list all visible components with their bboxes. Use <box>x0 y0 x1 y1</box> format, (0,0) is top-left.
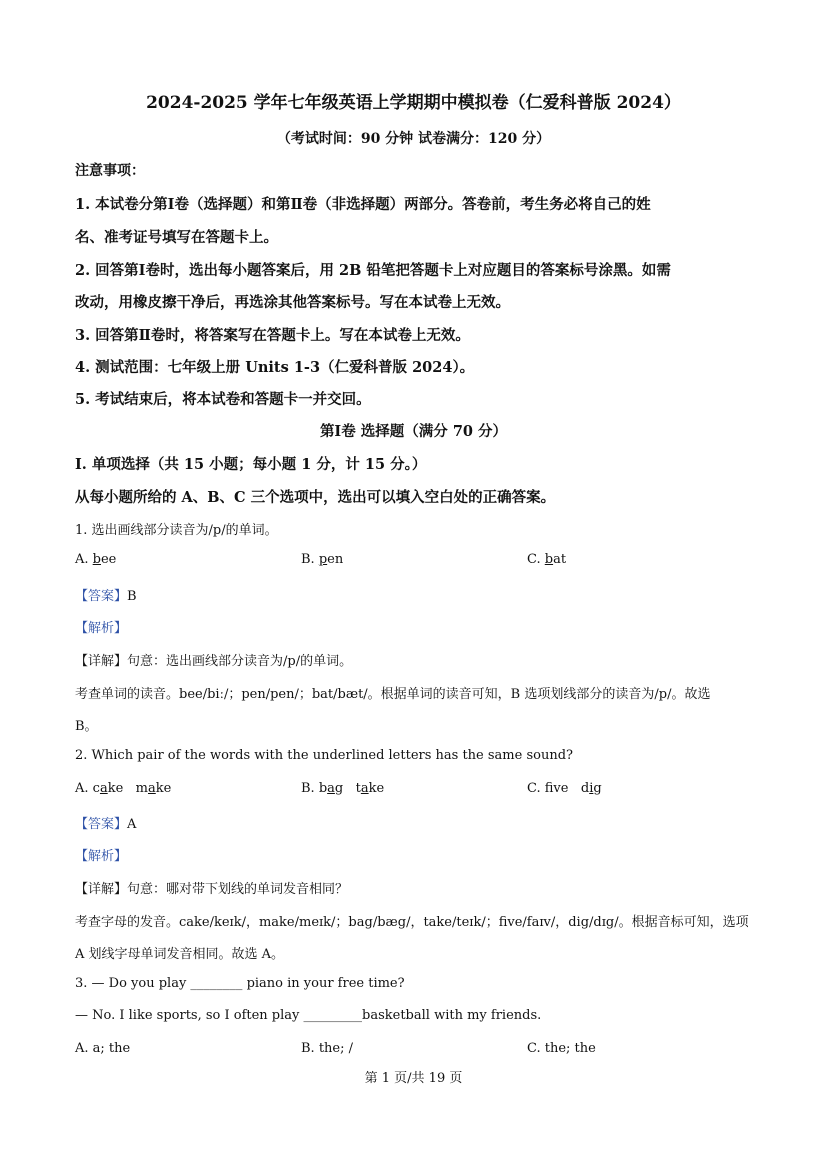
notice-item: 改动，用橡皮擦干净后，再选涂其他答案标号。写在本试卷上无效。 <box>75 294 510 311</box>
analysis-label: 【解析】 <box>75 621 128 636</box>
question-stem: 3. — Do you play ________ piano in your free time? <box>75 976 405 991</box>
notice-item: 名、准考证号填写在答题卡上。 <box>75 229 278 246</box>
option-b: B. pen <box>301 552 344 567</box>
option-a: A. bee <box>75 552 117 567</box>
part-title: I. 单项选择（共 15 小题；每小题 1 分，计 15 分。） <box>75 456 427 473</box>
explanation-line: 考查单词的读音。bee/biː/；pen/pen/；bat/bæt/。根据单词的读音可知，B 选项划线部分的读音为/p/。故选 <box>75 687 711 702</box>
option-b: B. the; / <box>301 1041 353 1056</box>
option-c: C. the; the <box>527 1041 596 1056</box>
notice-item: 3. 回答第Ⅱ卷时，将答案写在答题卡上。写在本试卷上无效。 <box>75 327 470 344</box>
section-title: 第Ⅰ卷 选择题（满分 70 分） <box>319 423 508 440</box>
detail-line: 【详解】句意：哪对带下划线的单词发音相同？ <box>75 882 349 897</box>
option-c: C. fve dig <box>527 781 602 796</box>
page-footer: 第 1 页/共 19 页 <box>364 1071 463 1086</box>
option-b: B. bag take <box>301 781 385 796</box>
exam-info: （考试时间：90 分钟 试卷满分：120 分） <box>276 131 551 147</box>
notice-heading: 注意事项： <box>75 163 145 179</box>
question-stem: 1. 选出画线部分读音为/p/的单词。 <box>75 523 278 538</box>
option-a: A. cake make <box>75 781 172 796</box>
explanation-line: A 划线字母单词发音相同。故选 A。 <box>75 947 285 962</box>
analysis-label: 【解析】 <box>75 849 128 864</box>
explanation-line: B。 <box>75 719 98 734</box>
part-instruction: 从每小题所给的 A、B、C 三个选项中，选出可以填入空白处的正确答案。 <box>75 489 556 506</box>
option-a: A. a; the <box>75 1041 131 1056</box>
question-stem-line2: — No. I like sports, so I often play _________basketball with my friends. <box>75 1008 542 1023</box>
notice-item: 2. 回答第Ⅰ卷时，选出每小题答案后，用 2B 铅笔把答题卡上对应题目的答案标号涂黑。如需 <box>75 262 671 279</box>
explanation-line: 考查字母的发音。cake/keɪk/，make/meɪk/；bag/bæg/，take/teɪk/；five/faɪv/，dig/dɪg/。根据音标可知，选项 <box>75 915 749 930</box>
notice-item: 4. 测试范围：七年级上册 Units 1-3（仁爱科普版 2024）。 <box>75 359 475 376</box>
question-stem: 2. Which pair of the words with the underlined letters has the same sound? <box>75 748 573 763</box>
answer-label: 【答案】B <box>75 589 137 604</box>
answer-value: B <box>127 589 137 604</box>
detail-line: 【详解】句意：选出画线部分读音为/p/的单词。 <box>75 654 353 669</box>
notice-item: 5. 考试结束后，将本试卷和答题卡一并交回。 <box>75 391 371 408</box>
notice-item: 1. 本试卷分第Ⅰ卷（选择题）和第Ⅱ卷（非选择题）两部分。答卷前，考生务必将自己的姓 <box>75 196 651 213</box>
option-c: C. bat <box>527 552 567 567</box>
answer-label: 【答案】A <box>75 817 137 832</box>
answer-value: A <box>127 817 137 832</box>
page-title: 2024-2025 学年七年级英语上学期期中模拟卷（仁爱科普版 2024） <box>146 93 681 113</box>
